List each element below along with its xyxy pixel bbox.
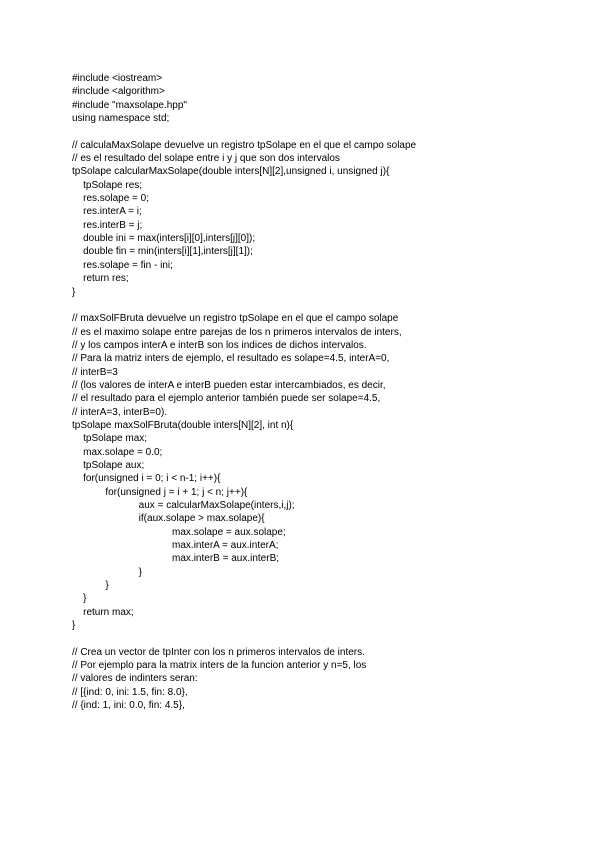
code-line: } <box>72 620 76 632</box>
code-line: res.solape = fin - ini; <box>72 259 173 271</box>
code-line: tpSolape res; <box>72 179 143 191</box>
code-line: // Crea un vector de tpInter con los n primeros intervalos de inters. <box>72 646 365 658</box>
code-line: max.solape = 0.0; <box>72 446 163 458</box>
code-line <box>72 632 572 645</box>
code-line: return res; <box>72 273 129 285</box>
code-line: #include <algorithm> <box>72 86 165 98</box>
code-listing <box>72 72 572 713</box>
code-line: if(aux.solape > max.solape){ <box>72 513 265 525</box>
code-line: res.interB = j; <box>72 219 143 231</box>
code-line: tpSolape aux; <box>72 459 145 471</box>
code-line: aux = calcularMaxSolape(inters,i,j); <box>72 500 295 511</box>
code-line: tpSolape max; <box>72 433 148 445</box>
code-line: for(unsigned i = 0; i < n-1; i++){ <box>72 473 221 485</box>
code-line: // valores de indinters seran: <box>72 673 198 685</box>
code-line: } <box>72 566 143 578</box>
code-line: for(unsigned j = i + 1; j < n; j++){ <box>72 486 248 498</box>
code-line: res.interA = i; <box>72 206 142 218</box>
code-line: // (los valores de interA e interB pueden estar intercambiados, es decir, <box>72 379 386 391</box>
code-line: // interA=3, interB=0). <box>72 406 168 418</box>
code-line: } <box>72 593 87 605</box>
code-line: max.interA = aux.interA; <box>72 540 279 552</box>
code-line: res.solape = 0; <box>72 193 149 205</box>
code-line: #include "maxsolape.hpp" <box>72 99 187 111</box>
code-line: } <box>72 580 109 592</box>
code-line: return max; <box>72 606 134 618</box>
code-line: // {ind: 1, ini: 0.0, fin: 4.5}, <box>72 700 185 712</box>
code-line: using namespace std; <box>72 113 170 125</box>
code-line: max.interB = aux.interB; <box>72 553 280 565</box>
code-line: // es el maximo solape entre parejas de los n primeros intervalos de inters, <box>72 326 402 338</box>
code-line: tpSolape maxSolFBruta(double inters[N][2], int n){ <box>72 419 294 431</box>
code-line: // Por ejemplo para la matrix inters de la funcion anterior y n=5, los <box>72 660 367 672</box>
code-line: // Para la matriz inters de ejemplo, el resultado es solape=4.5, interA=0, <box>72 353 390 365</box>
code-line: tpSolape calcularMaxSolape(double inters[N][2],unsigned i, unsigned j){ <box>72 166 390 178</box>
code-line: max.solape = aux.solape; <box>72 526 286 538</box>
code-line <box>72 299 572 312</box>
code-line: // calculaMaxSolape devuelve un registro tpSolape en el que el campo solape <box>72 139 417 151</box>
code-line: #include <iostream> <box>72 73 163 84</box>
code-line: } <box>72 286 76 298</box>
code-line: // [{ind: 0, ini: 1.5, fin: 8.0}, <box>72 686 188 698</box>
code-line: // interB=3 <box>72 366 118 378</box>
code-line <box>72 125 572 138</box>
code-line: // y los campos interA e interB son los indices de dichos intervalos. <box>72 339 367 351</box>
code-line: // el resultado para el ejemplo anterior también puede ser solape=4.5, <box>72 393 381 405</box>
code-line: double ini = max(inters[i][0],inters[j][0]); <box>72 233 256 245</box>
code-line: // es el resultado del solape entre i y j que son dos intervalos <box>72 153 340 165</box>
code-line: double fin = min(inters[i][1],inters[j][1]); <box>72 246 253 258</box>
code-line: // maxSolFBruta devuelve un registro tpSolape en el que el campo solape <box>72 313 399 325</box>
